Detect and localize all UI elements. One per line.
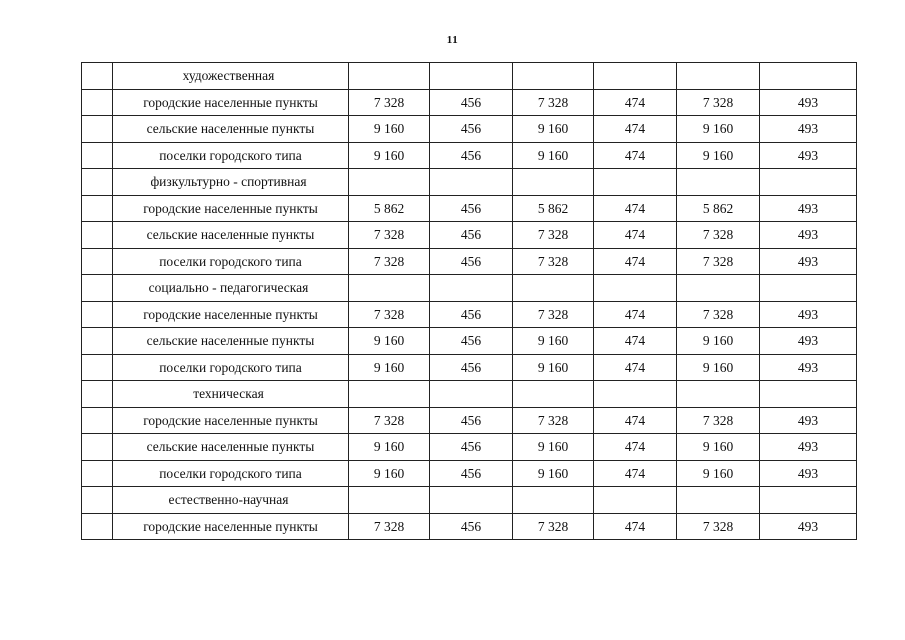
table-row: [82, 513, 857, 540]
row-index-cell: [82, 275, 113, 302]
value-cell: 5 862: [349, 195, 430, 222]
settlement-type-label: сельские населенные пункты: [113, 116, 349, 143]
value-cell: [349, 169, 430, 196]
value-cell: 493: [760, 195, 857, 222]
row-index-cell: [82, 513, 113, 540]
value-cell: 456: [430, 460, 513, 487]
settlement-type-label: городские населенные пункты: [113, 513, 349, 540]
value-cell: 474: [594, 142, 677, 169]
value-cell: 493: [760, 222, 857, 249]
value-cell: 7 328: [677, 407, 760, 434]
row-index-cell: [82, 407, 113, 434]
settlement-type-label: поселки городского типа: [113, 460, 349, 487]
value-cell: 9 160: [513, 328, 594, 355]
settlement-type-label: сельские населенные пункты: [113, 328, 349, 355]
value-cell: 9 160: [677, 328, 760, 355]
value-cell: 493: [760, 89, 857, 116]
value-cell: 474: [594, 434, 677, 461]
settlement-type-label: поселки городского типа: [113, 142, 349, 169]
value-cell: 474: [594, 354, 677, 381]
value-cell: [349, 63, 430, 90]
settlement-type-label: городские населенные пункты: [113, 195, 349, 222]
table-row: [82, 354, 857, 381]
settlement-type-label: городские населенные пункты: [113, 407, 349, 434]
row-index-cell: [82, 195, 113, 222]
page-number: 11: [446, 34, 459, 46]
table-row: [82, 301, 857, 328]
row-index-cell: [82, 169, 113, 196]
row-index-cell: [82, 460, 113, 487]
value-cell: 456: [430, 248, 513, 275]
category-label: социально - педагогическая: [113, 275, 349, 302]
value-cell: 474: [594, 460, 677, 487]
value-cell: [430, 381, 513, 408]
value-cell: 7 328: [677, 89, 760, 116]
value-cell: 9 160: [349, 434, 430, 461]
row-index-cell: [82, 142, 113, 169]
value-cell: [677, 63, 760, 90]
table-row: [82, 89, 857, 116]
value-cell: 9 160: [513, 460, 594, 487]
settlement-type-label: городские населенные пункты: [113, 301, 349, 328]
settlement-type-label: поселки городского типа: [113, 248, 349, 275]
table-row: [82, 434, 857, 461]
value-cell: [677, 275, 760, 302]
value-cell: [513, 381, 594, 408]
value-cell: 493: [760, 248, 857, 275]
value-cell: 9 160: [349, 354, 430, 381]
value-cell: 456: [430, 222, 513, 249]
value-cell: 9 160: [677, 354, 760, 381]
value-cell: 7 328: [513, 222, 594, 249]
value-cell: 456: [430, 354, 513, 381]
value-cell: 474: [594, 301, 677, 328]
value-cell: 456: [430, 142, 513, 169]
value-cell: 7 328: [349, 248, 430, 275]
value-cell: 9 160: [513, 116, 594, 143]
table-row: [82, 328, 857, 355]
value-cell: [677, 487, 760, 514]
value-cell: 456: [430, 301, 513, 328]
category-label: техническая: [113, 381, 349, 408]
value-cell: [677, 381, 760, 408]
settlement-type-label: сельские населенные пункты: [113, 222, 349, 249]
value-cell: 7 328: [513, 513, 594, 540]
value-cell: 493: [760, 142, 857, 169]
value-cell: 9 160: [349, 460, 430, 487]
settlement-type-label: городские населенные пункты: [113, 89, 349, 116]
value-cell: 7 328: [677, 248, 760, 275]
table-row: [82, 195, 857, 222]
category-label: физкультурно - спортивная: [113, 169, 349, 196]
value-cell: 456: [430, 89, 513, 116]
row-index-cell: [82, 116, 113, 143]
category-label: художественная: [113, 63, 349, 90]
row-index-cell: [82, 381, 113, 408]
category-row: [82, 487, 857, 514]
category-row: [82, 169, 857, 196]
value-cell: 456: [430, 513, 513, 540]
value-cell: 7 328: [677, 301, 760, 328]
table-row: [82, 460, 857, 487]
value-cell: 474: [594, 89, 677, 116]
value-cell: 7 328: [349, 89, 430, 116]
value-cell: 7 328: [513, 407, 594, 434]
value-cell: [430, 275, 513, 302]
value-cell: 9 160: [513, 142, 594, 169]
row-index-cell: [82, 248, 113, 275]
value-cell: [594, 381, 677, 408]
value-cell: 9 160: [349, 328, 430, 355]
table-row: [82, 407, 857, 434]
value-cell: 9 160: [349, 142, 430, 169]
value-cell: [513, 169, 594, 196]
value-cell: 9 160: [513, 354, 594, 381]
value-cell: 493: [760, 301, 857, 328]
value-cell: 7 328: [513, 89, 594, 116]
category-row: [82, 275, 857, 302]
value-cell: 493: [760, 116, 857, 143]
value-cell: 9 160: [677, 460, 760, 487]
value-cell: 9 160: [677, 142, 760, 169]
value-cell: 9 160: [513, 434, 594, 461]
category-row: [82, 381, 857, 408]
value-cell: 474: [594, 116, 677, 143]
value-cell: 7 328: [677, 513, 760, 540]
value-cell: 456: [430, 328, 513, 355]
table-row: [82, 116, 857, 143]
value-cell: [594, 169, 677, 196]
value-cell: 493: [760, 354, 857, 381]
value-cell: 5 862: [513, 195, 594, 222]
table-body: [82, 63, 857, 540]
value-cell: 474: [594, 407, 677, 434]
value-cell: [430, 487, 513, 514]
value-cell: [760, 487, 857, 514]
value-cell: [349, 275, 430, 302]
value-cell: 7 328: [513, 301, 594, 328]
value-cell: [430, 63, 513, 90]
value-cell: [349, 487, 430, 514]
category-row: [82, 63, 857, 90]
value-cell: [760, 63, 857, 90]
settlement-type-label: сельские населенные пункты: [113, 434, 349, 461]
value-cell: 456: [430, 195, 513, 222]
value-cell: 456: [430, 407, 513, 434]
row-index-cell: [82, 63, 113, 90]
table-row: [82, 248, 857, 275]
value-cell: [677, 169, 760, 196]
value-cell: [430, 169, 513, 196]
value-cell: [513, 275, 594, 302]
table-row: [82, 142, 857, 169]
value-cell: 493: [760, 460, 857, 487]
value-cell: 7 328: [513, 248, 594, 275]
value-cell: 493: [760, 434, 857, 461]
value-cell: 474: [594, 222, 677, 249]
value-cell: 474: [594, 195, 677, 222]
value-cell: [594, 487, 677, 514]
value-cell: [513, 487, 594, 514]
value-cell: 493: [760, 407, 857, 434]
value-cell: 474: [594, 248, 677, 275]
value-cell: 7 328: [349, 407, 430, 434]
value-cell: 9 160: [349, 116, 430, 143]
value-cell: 5 862: [677, 195, 760, 222]
value-cell: [594, 63, 677, 90]
value-cell: [594, 275, 677, 302]
row-index-cell: [82, 301, 113, 328]
tariff-table: [81, 62, 857, 540]
table-row: [82, 222, 857, 249]
value-cell: 7 328: [349, 222, 430, 249]
value-cell: 474: [594, 513, 677, 540]
row-index-cell: [82, 328, 113, 355]
row-index-cell: [82, 89, 113, 116]
value-cell: [760, 275, 857, 302]
value-cell: 456: [430, 434, 513, 461]
row-index-cell: [82, 434, 113, 461]
row-index-cell: [82, 487, 113, 514]
value-cell: 493: [760, 328, 857, 355]
value-cell: 7 328: [677, 222, 760, 249]
value-cell: 7 328: [349, 513, 430, 540]
value-cell: 9 160: [677, 116, 760, 143]
value-cell: [760, 381, 857, 408]
value-cell: 474: [594, 328, 677, 355]
category-label: естественно-научная: [113, 487, 349, 514]
value-cell: [760, 169, 857, 196]
value-cell: 456: [430, 116, 513, 143]
value-cell: 9 160: [677, 434, 760, 461]
settlement-type-label: поселки городского типа: [113, 354, 349, 381]
value-cell: [349, 381, 430, 408]
value-cell: [513, 63, 594, 90]
row-index-cell: [82, 222, 113, 249]
value-cell: 7 328: [349, 301, 430, 328]
value-cell: 493: [760, 513, 857, 540]
row-index-cell: [82, 354, 113, 381]
